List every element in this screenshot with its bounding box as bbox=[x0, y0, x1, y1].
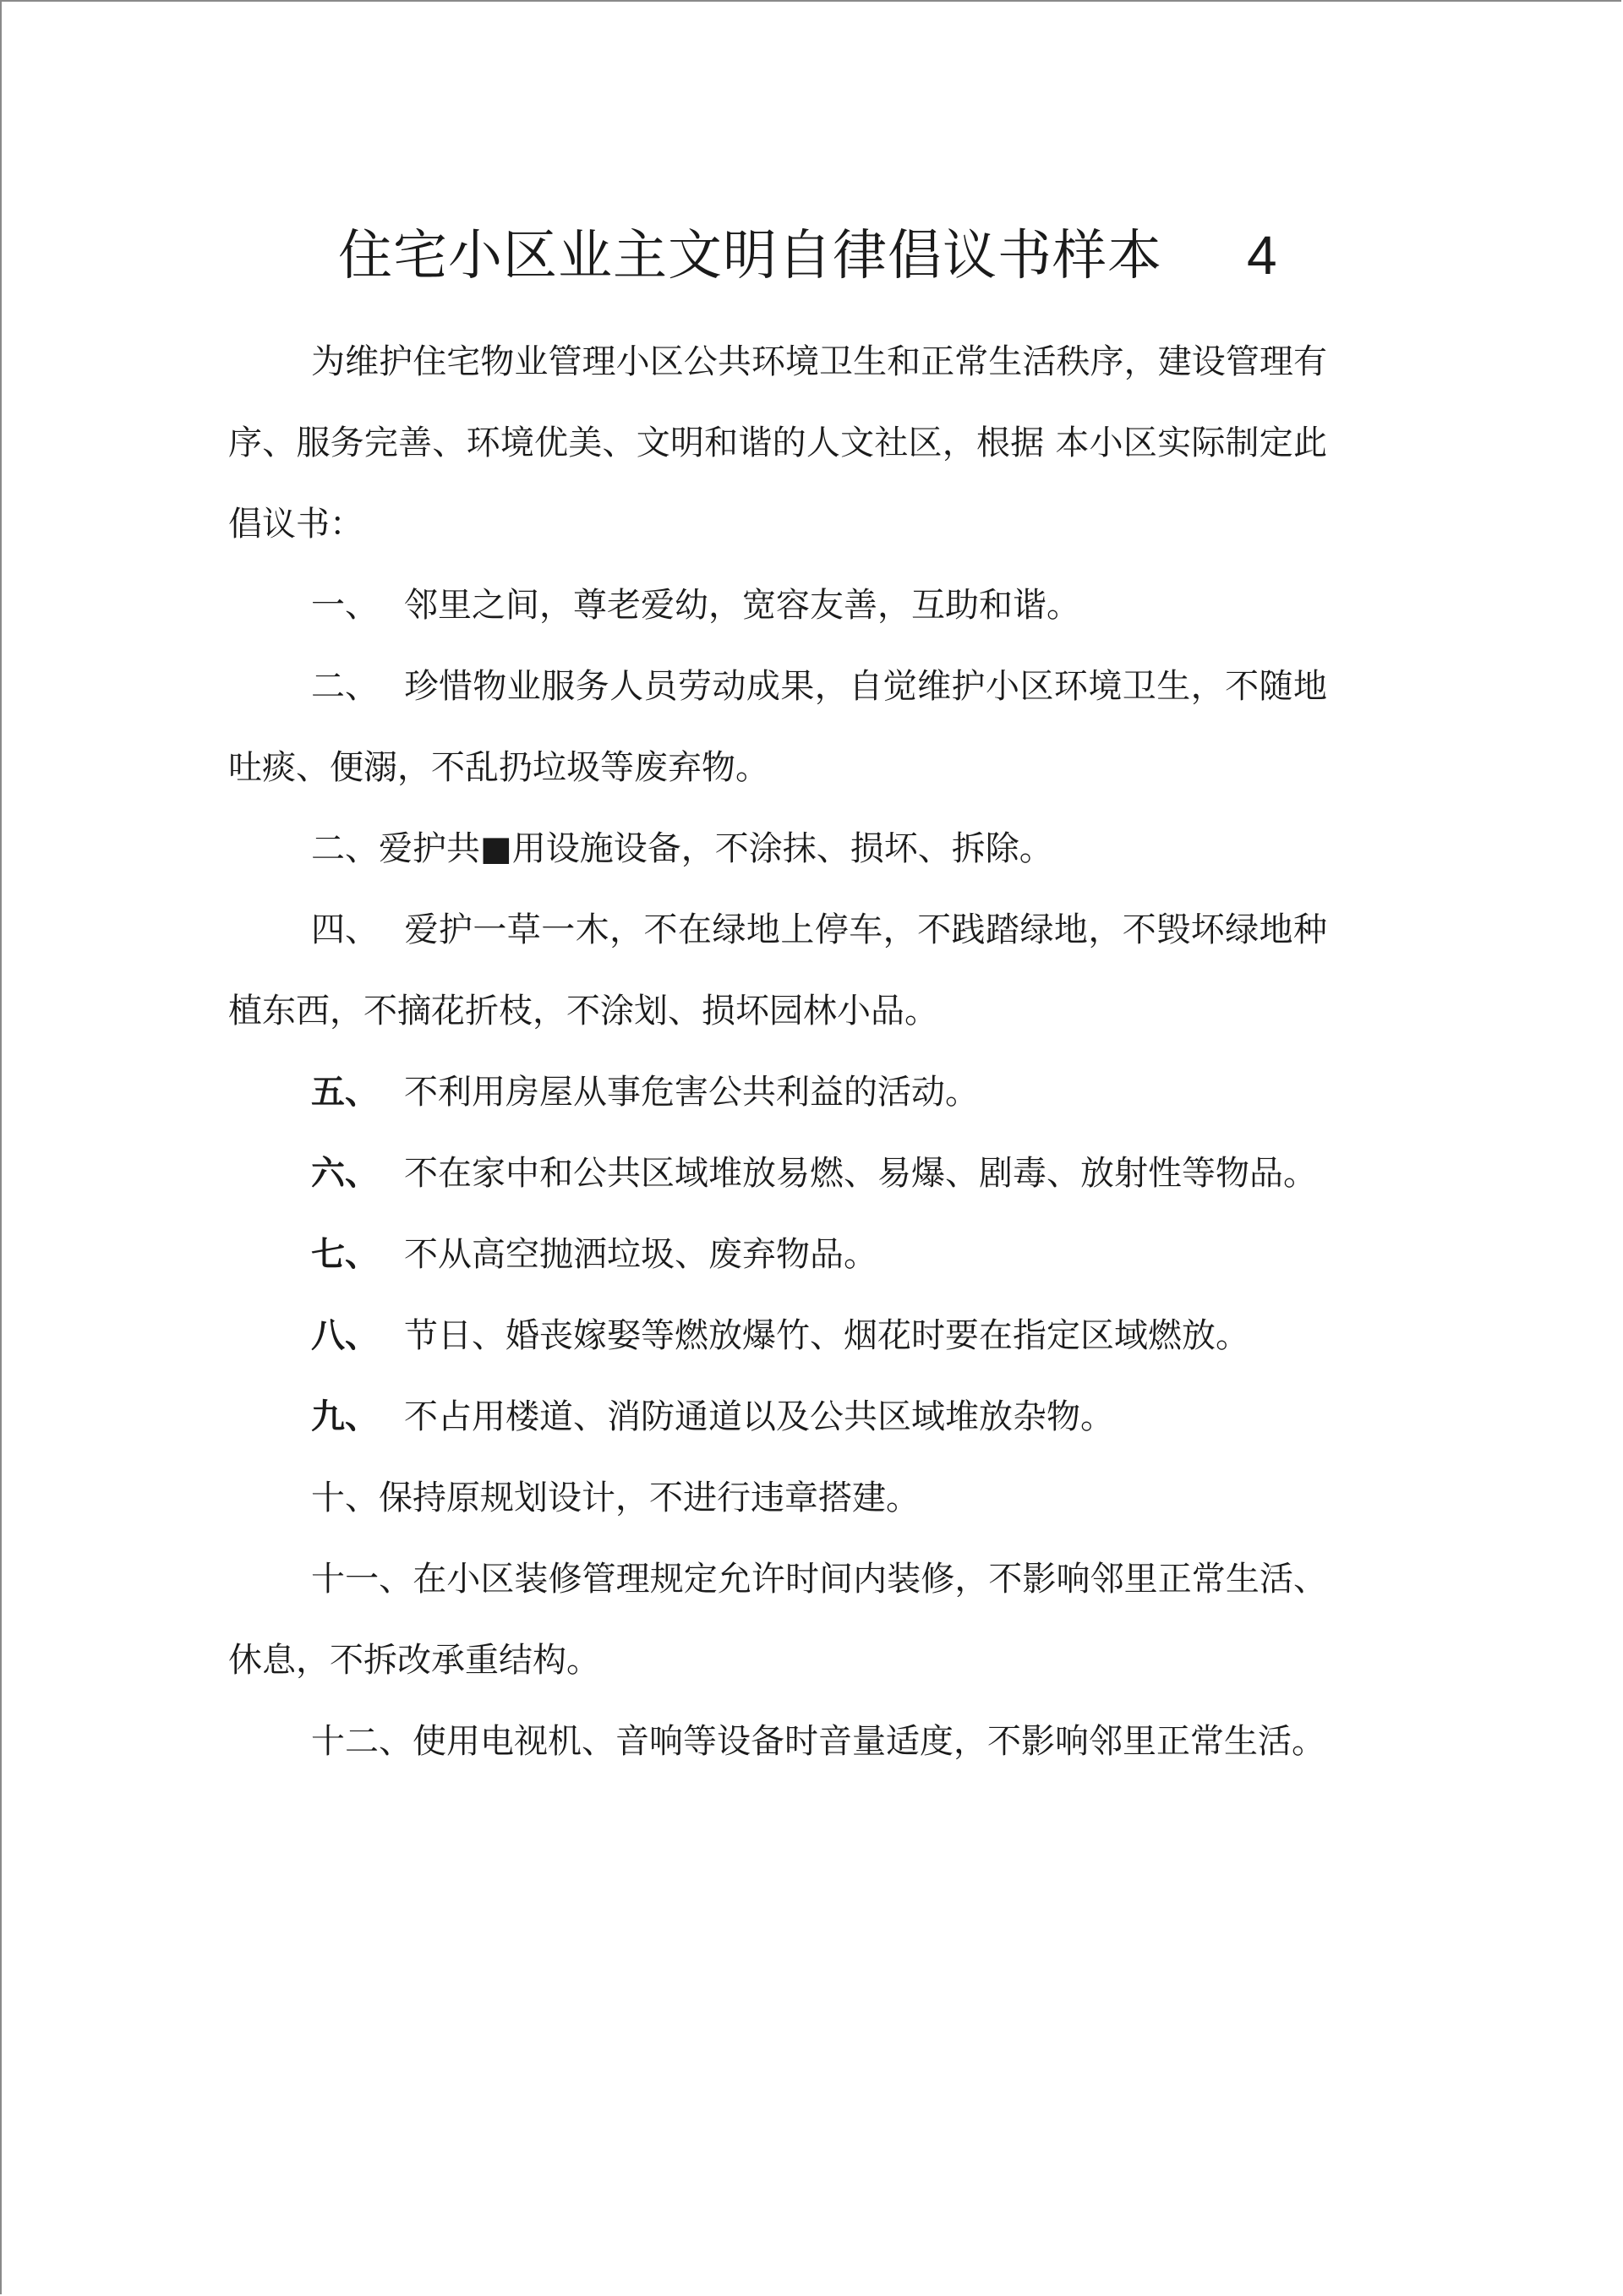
document-body bbox=[228, 321, 1327, 1782]
item-text: 邻里之间，尊老爱幼，宽容友善，互助和谐。 bbox=[404, 586, 1080, 625]
list-item bbox=[228, 1295, 1327, 1376]
list-item bbox=[228, 1133, 1327, 1214]
item-marker: 六、 bbox=[311, 1153, 379, 1193]
item-text: 节日、婚丧嫁娶等燃放爆竹、烟花时要在指定区域燃放。 bbox=[404, 1316, 1249, 1355]
intro-paragraph: 为维护住宅物业管理小区公共环境卫生和正常生活秩序，建设管理有序、服务完善、环境优美、文明和谐的人文社区，根据 本小区实际制定此倡议书： bbox=[228, 342, 1327, 544]
item-text: 不利用房屋从事危害公共利益的活动。 bbox=[404, 1073, 979, 1112]
item-marker: 二、 bbox=[311, 667, 379, 706]
title-text: 住宅小区业主文明自律倡议书样本 bbox=[338, 225, 1162, 287]
item-text: 使用电视机、音响等设备时音量适度，不影响邻里正常生活。 bbox=[413, 1722, 1325, 1761]
list-item bbox=[228, 1701, 1327, 1782]
item-marker: 八、 bbox=[311, 1315, 379, 1355]
list-item bbox=[228, 889, 1327, 1052]
item-marker: 五、 bbox=[311, 1072, 379, 1112]
item-text: 爱护共■用设施设备，不涂抹、损坏、拆除。 bbox=[379, 829, 1053, 868]
title-number: 4 bbox=[1247, 225, 1278, 286]
list-item bbox=[228, 565, 1327, 646]
list-item bbox=[228, 1376, 1327, 1457]
item-marker: 七、 bbox=[311, 1234, 379, 1274]
list-item bbox=[228, 646, 1327, 808]
list-item bbox=[228, 1052, 1327, 1133]
item-text: 不从高空抛洒垃圾、废弃物品。 bbox=[404, 1235, 877, 1274]
list-item bbox=[228, 808, 1327, 889]
list-item bbox=[228, 1214, 1327, 1295]
item-marker: 九、 bbox=[311, 1397, 379, 1436]
list-item bbox=[228, 1457, 1327, 1539]
item-marker: 二、 bbox=[311, 829, 379, 868]
item-marker: 十二、 bbox=[311, 1722, 413, 1761]
item-text: 爱护一草一木，不在绿地上停车，不践踏绿地，不毁坏绿地种植东西，不摘花折枝，不涂划、损坏园林小品。 bbox=[228, 910, 1327, 1030]
item-marker: 一、 bbox=[311, 586, 379, 625]
item-marker: 十、 bbox=[311, 1479, 379, 1517]
list-item bbox=[228, 1539, 1327, 1701]
item-text: 保持原规划设计，不进行违章搭建。 bbox=[379, 1479, 920, 1517]
item-marker: 四、 bbox=[311, 910, 379, 949]
item-text: 不在家中和公共区域堆放易燃、易爆、剧毒、放射性等物品。 bbox=[404, 1154, 1317, 1193]
item-text: 在小区装修管理规定允许时间内装修，不影响邻里正常生活、休息，不拆改承重结构。 bbox=[228, 1560, 1328, 1680]
item-text: 不占用楼道、消防通道以及公共区域堆放杂物。 bbox=[404, 1397, 1114, 1436]
item-text: 珍惜物业服务人员劳动成果，自觉维护小区环境卫生，不随地吐痰、便溺，不乱扔垃圾等废弃物。 bbox=[228, 667, 1327, 787]
item-marker: 十一、 bbox=[311, 1560, 413, 1599]
document-title bbox=[338, 221, 1352, 290]
